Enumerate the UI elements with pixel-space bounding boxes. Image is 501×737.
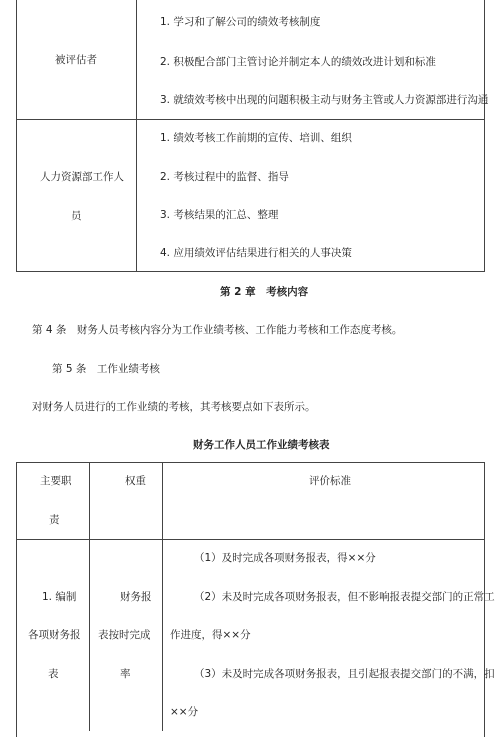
- role-cell-evaluatee: 被评估者: [55, 54, 97, 66]
- intro-paragraph: 对财务人员进行的工作业绩的考核，其考核要点如下表所示。: [32, 401, 316, 413]
- header-duty: 主要职: [40, 475, 72, 487]
- role-cell-hr-staff: 人力资源部工作人: [40, 171, 124, 183]
- header-duty-cont: 责: [49, 514, 60, 526]
- weight-cell-line: 财务报: [120, 591, 152, 603]
- duty-item: 4. 应用绩效评估结果进行相关的人事决策: [160, 247, 352, 259]
- duty-item: 3. 就绩效考核中出现的问题积极主动与财务主管或人力资源部进行沟通: [160, 94, 489, 106]
- responsibility-table-row-divider: [16, 119, 485, 120]
- header-criteria: 评价标准: [309, 475, 351, 487]
- duty-item: 2. 积极配合部门主管讨论并制定本人的绩效改进计划和标准: [160, 56, 436, 68]
- criteria-line: ××分: [170, 706, 199, 718]
- performance-table-header-divider: [16, 539, 485, 540]
- duty-cell-line: 表: [48, 668, 59, 680]
- responsibility-table-col-divider: [136, 0, 137, 272]
- role-cell-hr-staff-cont: 员: [71, 210, 82, 222]
- weight-cell-line: 率: [120, 668, 131, 680]
- criteria-line: 作进度，得××分: [170, 629, 251, 641]
- article-4-text: 第 4 条 财务人员考核内容分为工作业绩考核、工作能力考核和工作态度考核。: [32, 324, 403, 336]
- duty-item: 1. 绩效考核工作前期的宣传、培训、组织: [160, 132, 352, 144]
- duty-item: 2. 考核过程中的监督、指导: [160, 171, 289, 183]
- header-weight: 权重: [125, 475, 146, 487]
- performance-table-col-divider-1: [89, 462, 90, 731]
- duty-item: 3. 考核结果的汇总、整理: [160, 209, 279, 221]
- performance-table-col-divider-2: [162, 462, 163, 731]
- table-title: 财务工作人员工作业绩考核表: [193, 439, 330, 451]
- criteria-line: （2）未及时完成各项财务报表，但不影响报表提交部门的正常工: [194, 591, 495, 603]
- criteria-line: （3）未及时完成各项财务报表，且引起报表提交部门的不满，扣: [194, 668, 495, 680]
- article-5-heading: 第 5 条 工作业绩考核: [52, 363, 160, 375]
- duty-cell-line: 1. 编制: [42, 591, 77, 603]
- criteria-line: （1）及时完成各项财务报表，得××分: [194, 552, 376, 564]
- duty-cell-line: 各项财务报: [28, 629, 81, 641]
- duty-item: 1. 学习和了解公司的绩效考核制度: [160, 16, 321, 28]
- chapter-heading: 第 2 章 考核内容: [220, 286, 309, 298]
- weight-cell-line: 表按时完成: [98, 629, 151, 641]
